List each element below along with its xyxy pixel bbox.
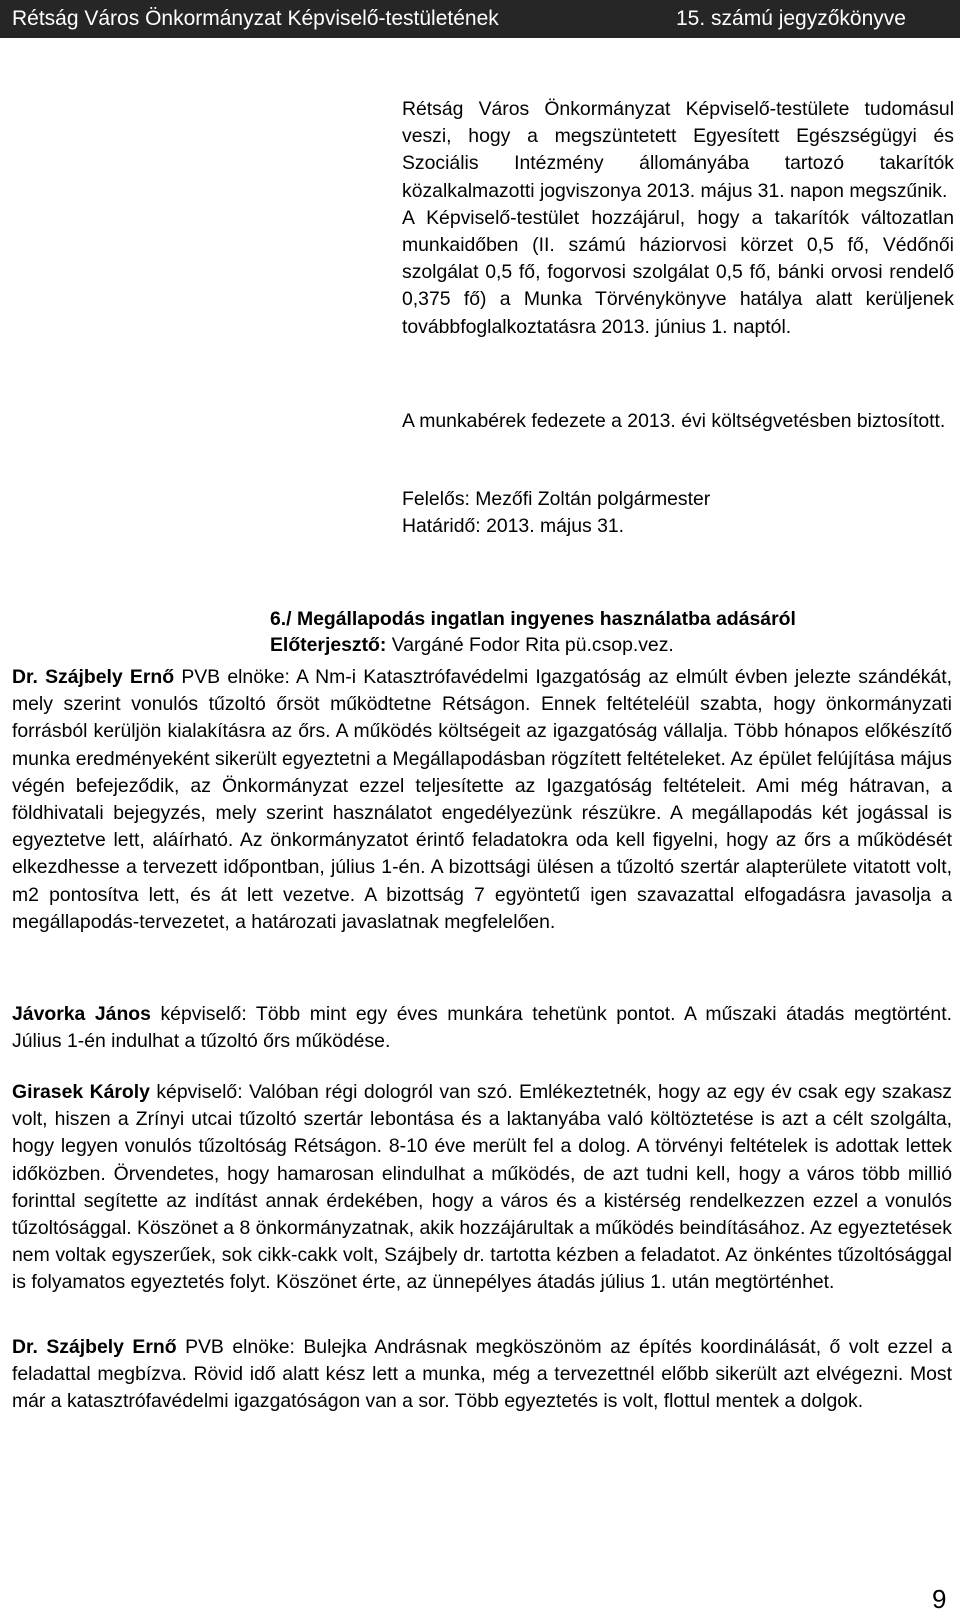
resolution-funding: A munkabérek fedezete a 2013. évi költségvetésben biztosított.: [402, 410, 946, 432]
resolution-paragraph-1: Rétság Város Önkormányzat Képviselő-testülete tudomásul veszi, hogy a megszüntetett Egyesített Egészségügyi és Szociális Intézmény állományába tartozó takarítók közalkalmazotti jogviszonya 2013. május 31. napon megszűnik.: [402, 98, 954, 202]
resolution-block: [402, 96, 954, 341]
responsible-person: Felelős: Mezőfi Zoltán polgármester: [402, 488, 711, 510]
speech-text: képviselő: Több mint egy éves munkára tehetünk pontot. A műszaki átadás megtörtént. Július 1-én indulhat a tűzoltó őrs működése.: [12, 1003, 952, 1053]
speaker-name: Dr. Szájbely Ernő: [12, 1336, 177, 1358]
presenter-label: Előterjesztő:: [270, 634, 387, 656]
resolution-responsibility: [402, 486, 954, 540]
agenda-item-presenter: [270, 632, 930, 658]
speech-text: PVB elnöke: Bulejka Andrásnak megköszönöm az építés koordinálását, ő volt ezzel a feladattal megbízva. Rövid idő alatt kész lett a munka, még a tervezettnél előbb sikerült azt elvégezni. Most már a katasztrófavédelmi igazgatóságon van a sor. Több egyeztetés is volt, flottul mentek a dolgok.: [12, 1336, 952, 1413]
speech-text: képviselő: Valóban régi dologról van szó. Emlékeztetnék, hogy az egy év csak egy szakasz volt, hiszen a Zrínyi utcai tűzoltó szertár lebontása és a laktanyába való költöztetése is azt a célt szolgálta, hogy legyen vonulós tűzoltóság Rétságon. 8-10 éve merült fel a dolog. A törvényi feltételek is adottak lettek időközben. Örvendetes, hogy hamarosan elindulhat a működés, de azt tudni kell, hogy a város több millió forinttal segítette az indítást annak érdekében, hogy a város és a kistérség rendelkezzen ezzel a vonulós tűzoltósággal. Köszönet a 8 önkormányzatnak, akik hozzájárultak a működés beindításához. Az egyeztetések nem voltak egyszerűek, sok cikk-cakk volt, Szájbely dr. tartotta kézben a feladatot. Az önkéntes tűzoltósággal is folyamatos egyeztetés folyt. Köszönet érte, az ünnepélyes átadás július 1. után megtörténhet.: [12, 1081, 952, 1294]
speech-1: [12, 664, 952, 936]
page-number: 9: [932, 1584, 947, 1614]
resolution-paragraph-2: A Képviselő-testület hozzájárul, hogy a takarítók változatlan munkaidőben (II. számú háziorvosi körzet 0,5 fő, Védőnői szolgálat 0,5 fő, fogorvosi szolgálat 0,5 fő, bánki orvosi rendelő 0,375 fő) a Munka Törvénykönyve hatálya alatt kerüljenek továbbfoglalkoztatásra 2013. június 1. naptól.: [402, 206, 954, 338]
header-document-number: 15. számú jegyzőkönyve: [676, 7, 906, 30]
speaker-name: Jávorka János: [12, 1003, 151, 1025]
speech-3: [12, 1079, 952, 1297]
agenda-item-title: 6./ Megállapodás ingatlan ingyenes használatba adásáról: [270, 608, 796, 630]
speaker-name: Girasek Károly: [12, 1081, 150, 1103]
header-title: Rétság Város Önkormányzat Képviselő-testületének: [12, 7, 499, 30]
speech-2: [12, 1001, 952, 1055]
page-header: [0, 0, 960, 38]
deadline: Határidő: 2013. május 31.: [402, 515, 625, 538]
speech-4: [12, 1334, 952, 1416]
speech-text: PVB elnöke: A Nm-i Katasztrófavédelmi Igazgatóság az elmúlt évben jelezte szándékát, mely szerint vonulós tűzoltó őrsöt működtetne Rétságon. Ennek feltételéül szabta, hogy önkormányzati forrásból kerüljön kialakításra az őrs. A működés költségeit az igazgatóság vállalja. Több hónapos előkészítő munka eredményeként sikerült egyeztetni a Megállapodásban rögzített feltételeket. Az épület felújítása május végén befejeződik, az Önkormányzat ezzel teljesítette az Igazgatóság feltételeit. Ami még hátravan, a földhivatali bejegyzés, mely szerint használatot engedélyezünk részükre. A megállapodás két jogással is egyeztetve lett, aláírható. Az önkormányzatot érintő feladatokra oda kell figyelni, hogy az őrs a működését elkezdhesse a tervezett időpontban, július 1-én. A bizottsági ülésen a tűzoltó szertár alapterülete vitatott volt, m2 pontosítva lett, és át lett vezetve. A bizottság 7 egyöntetű igen szavazattal elfogadásra javasolja a megállapodás-tervezetet, a határozati javaslatnak megfelelően.: [12, 666, 952, 933]
presenter-name: Vargáné Fodor Rita pü.csop.vez.: [391, 634, 674, 656]
speaker-name: Dr. Szájbely Ernő: [12, 666, 175, 688]
agenda-item-heading: [270, 606, 930, 658]
